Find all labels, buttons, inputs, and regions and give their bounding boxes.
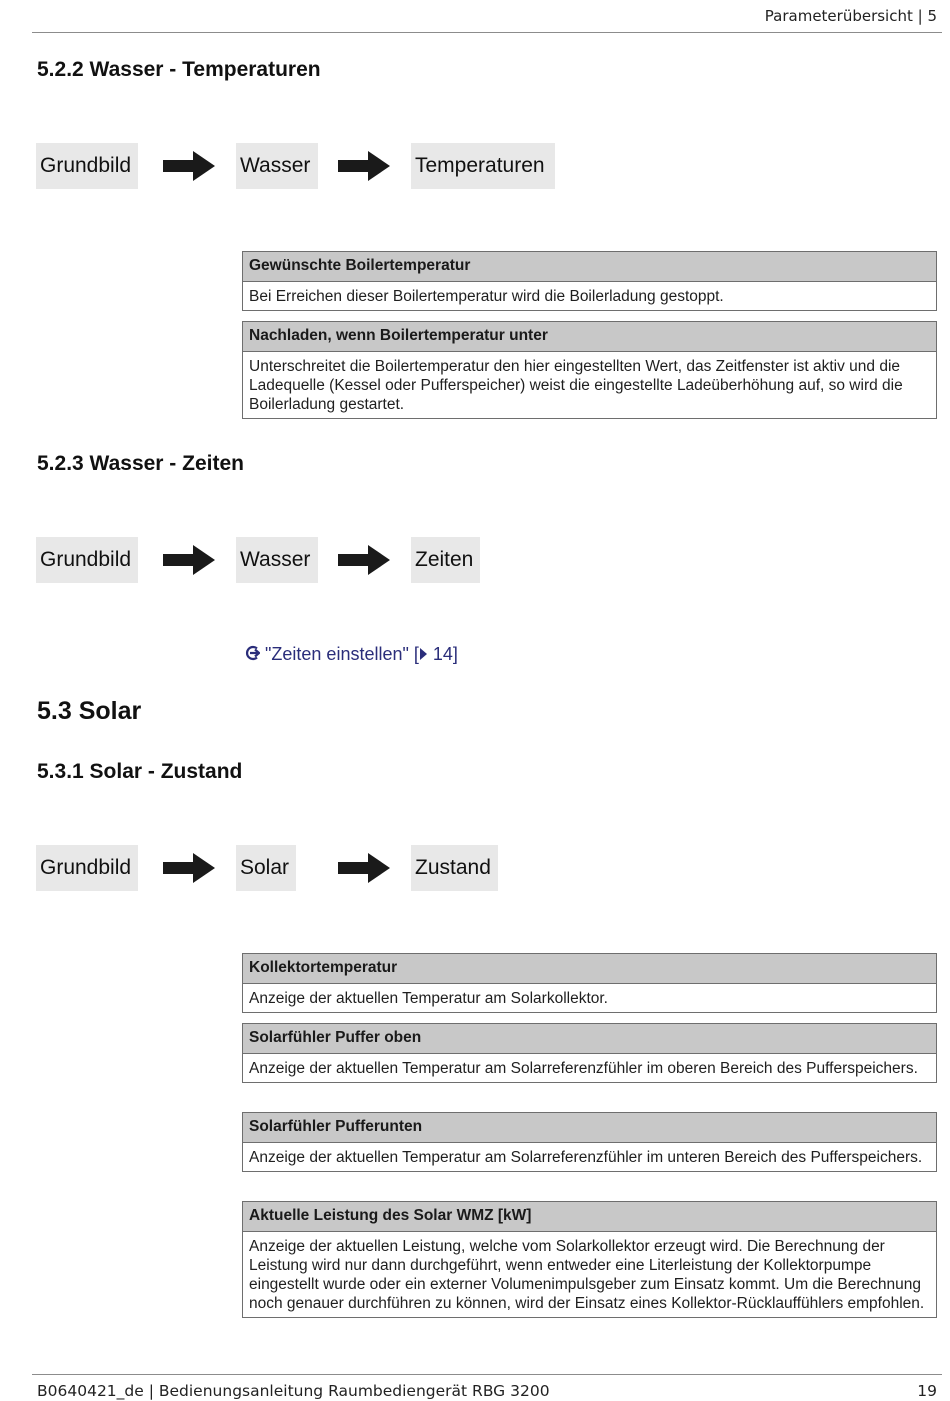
right-arrow-icon (163, 151, 215, 181)
triangle-right-icon (419, 647, 428, 661)
page-header (32, 0, 942, 33)
cross-reference-link[interactable] (244, 644, 458, 665)
page-footer (32, 1374, 942, 1400)
right-arrow-icon (338, 151, 390, 181)
param-description: Unterschreitet die Boilertemperatur den hier eingestellten Wert, das Zeitfenster ist aktiv und die Ladequelle (Kessel oder Pufferspeicher) weist die eingestellte Ladeüberhöhung auf, so wird die Boilerladung gestartet. (249, 358, 903, 413)
nav-step-zeiten: Zeiten (411, 537, 480, 583)
param-solarfuehler-pufferunten (242, 1112, 937, 1172)
nav-step-grundbild: Grundbild (36, 845, 138, 891)
nav-step-wasser: Wasser (236, 537, 318, 583)
right-arrow-icon (163, 853, 215, 883)
param-description: Anzeige der aktuellen Temperatur am Solarreferenzfühler im oberen Bereich des Pufferspeichers. (249, 1060, 918, 1077)
param-description: Anzeige der aktuellen Temperatur am Solarreferenzfühler im unteren Bereich des Pufferspeichers. (249, 1149, 923, 1166)
nav-step-grundbild: Grundbild (36, 143, 138, 189)
footer-page-number: 19 (917, 1382, 937, 1400)
param-gewuenschte-boilertemperatur (242, 251, 937, 311)
nav-step-solar: Solar (236, 845, 296, 891)
xref-text: "Zeiten einstellen" [ (265, 644, 419, 664)
xref-page: 14] (432, 644, 458, 664)
right-arrow-icon (163, 545, 215, 575)
section-heading-5-3: 5.3 Solar (37, 697, 142, 725)
param-solarfuehler-puffer-oben (242, 1023, 937, 1083)
nav-step-zustand: Zustand (411, 845, 498, 891)
param-nachladen (242, 321, 937, 419)
param-description: Anzeige der aktuellen Leistung, welche vom Solarkollektor erzeugt wird. Die Berechnung der Leistung wird nur dann durchgeführt, wenn entweder eine Literleistung der Kollektorpumpe eingestellt wurde oder ein externer Volumenimpulsgeber zum Einsatz kommt. Um die Berechnung noch genauer durchführen zu können, wird der Einsatz eines Kollektor-Rücklauffühlers empfohlen. (249, 1238, 925, 1312)
section-heading-5-2-3: 5.2.3 Wasser - Zeiten (37, 452, 244, 475)
circle-arrow-icon (244, 645, 260, 661)
param-title: Gewünschte Boilertemperatur (243, 252, 936, 282)
param-title: Solarfühler Pufferunten (243, 1113, 936, 1143)
param-title: Aktuelle Leistung des Solar WMZ [kW] (243, 1202, 936, 1232)
param-title: Kollektortemperatur (243, 954, 936, 984)
nav-step-temperaturen: Temperaturen (411, 143, 555, 189)
param-title: Solarfühler Puffer oben (243, 1024, 936, 1054)
param-description: Anzeige der aktuellen Temperatur am Solarkollektor. (249, 990, 608, 1007)
right-arrow-icon (338, 545, 390, 575)
right-arrow-icon (338, 853, 390, 883)
param-description: Bei Erreichen dieser Boilertemperatur wird die Boilerladung gestoppt. (249, 288, 724, 305)
footer-document-info: B0640421_de | Bedienungsanleitung Raumbediengerät RBG 3200 (37, 1382, 550, 1400)
param-kollektortemperatur (242, 953, 937, 1013)
nav-step-grundbild: Grundbild (36, 537, 138, 583)
section-heading-5-3-1: 5.3.1 Solar - Zustand (37, 760, 243, 783)
param-aktuelle-leistung-solar-wmz (242, 1201, 937, 1318)
nav-step-wasser: Wasser (236, 143, 318, 189)
section-heading-5-2-2: 5.2.2 Wasser - Temperaturen (37, 58, 321, 81)
header-text: Parameterübersicht | 5 (764, 7, 937, 25)
param-title: Nachladen, wenn Boilertemperatur unter (243, 322, 936, 352)
